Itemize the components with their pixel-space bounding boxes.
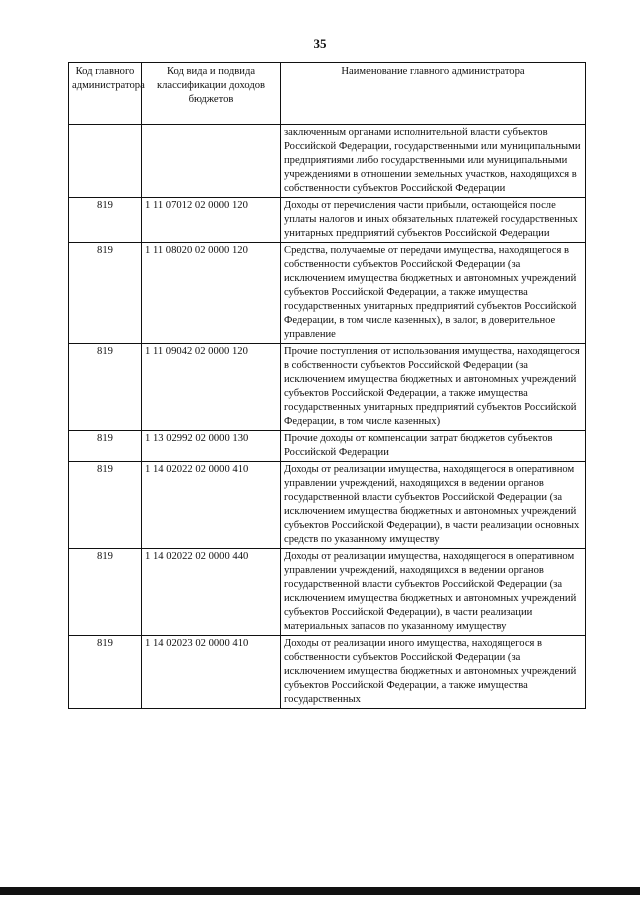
classification-code-cell: 1 14 02023 02 0000 410 <box>142 636 281 709</box>
header-administrator-name: Наименование главного администратора <box>281 63 586 125</box>
administrator-name-cell: заключенным органами исполнительной власти субъектов Российской Федерации, государственными или муниципальными предприятиями либо государственными или муниципальными учреждениями в отношении земельных участков, находящихся в собственности субъектов Российской Федерации <box>281 125 586 198</box>
administrator-name-cell: Прочие поступления от использования имущества, находящегося в собственности субъектов Российской Федерации (за исключением имущества бюджетных и автономных учреждений субъектов Российской Федерации, а также имущества государственных унитарных предприятий субъектов Российской Федерации, в том числе казенных) <box>281 344 586 431</box>
admin-code-cell: 819 <box>69 198 142 243</box>
table-header-row <box>69 63 586 125</box>
table-row <box>69 243 586 344</box>
page-number: 35 <box>313 36 327 51</box>
classification-code-cell: 1 11 08020 02 0000 120 <box>142 243 281 344</box>
admin-code-cell: 819 <box>69 431 142 462</box>
table-row <box>69 344 586 431</box>
administrator-name-cell: Доходы от реализации иного имущества, находящегося в собственности субъектов Российской Федерации (за исключением имущества бюджетных и автономных учреждений субъектов Российской Федерации, а также имущества государственных <box>281 636 586 709</box>
classification-code-cell: 1 13 02992 02 0000 130 <box>142 431 281 462</box>
admin-code-cell: 819 <box>69 549 142 636</box>
administrator-name-cell: Доходы от перечисления части прибыли, остающейся после уплаты налогов и иных обязательных платежей государственных унитарных предприятий субъектов Российской Федерации <box>281 198 586 243</box>
revenue-codes-table <box>68 62 586 709</box>
classification-code-cell: 1 11 07012 02 0000 120 <box>142 198 281 243</box>
table-row <box>69 549 586 636</box>
scan-edge-bar <box>0 887 640 895</box>
administrator-name-cell: Доходы от реализации имущества, находящегося в оперативном управлении учреждений, находящихся в ведении органов государственной власти субъектов Российской Федерации (за исключением имущества бюджетных и автономных учреждений субъектов Российской Федерации), в части реализации основных средств по указанному имуществу <box>281 462 586 549</box>
table-row <box>69 462 586 549</box>
administrator-name-cell: Прочие доходы от компенсации затрат бюджетов субъектов Российской Федерации <box>281 431 586 462</box>
admin-code-cell: 819 <box>69 462 142 549</box>
classification-code-cell: 1 14 02022 02 0000 440 <box>142 549 281 636</box>
classification-code-cell: 1 14 02022 02 0000 410 <box>142 462 281 549</box>
admin-code-cell <box>69 125 142 198</box>
classification-code-cell: 1 11 09042 02 0000 120 <box>142 344 281 431</box>
table-row <box>69 125 586 198</box>
header-classification-code: Код вида и подвида классификации доходов бюджетов <box>142 63 281 125</box>
table-row <box>69 636 586 709</box>
classification-code-cell <box>142 125 281 198</box>
admin-code-cell: 819 <box>69 636 142 709</box>
admin-code-cell: 819 <box>69 344 142 431</box>
administrator-name-cell: Доходы от реализации имущества, находящегося в оперативном управлении учреждений, находящихся в ведении органов государственной власти субъектов Российской Федерации (за исключением имущества бюджетных и автономных учреждений субъектов Российской Федерации), в части реализации материальных запасов по указанному имуществу <box>281 549 586 636</box>
administrator-name-cell: Средства, получаемые от передачи имущества, находящегося в собственности субъектов Российской Федерации (за исключением имущества бюджетных и автономных учреждений субъектов Российской Федерации, а также имущества государственных унитарных предприятий субъектов Российской Федерации, в том числе казенных), в залог, в доверительное управление <box>281 243 586 344</box>
table-row <box>69 431 586 462</box>
table-row <box>69 198 586 243</box>
admin-code-cell: 819 <box>69 243 142 344</box>
header-admin-code: Код главного администратора <box>69 63 142 125</box>
